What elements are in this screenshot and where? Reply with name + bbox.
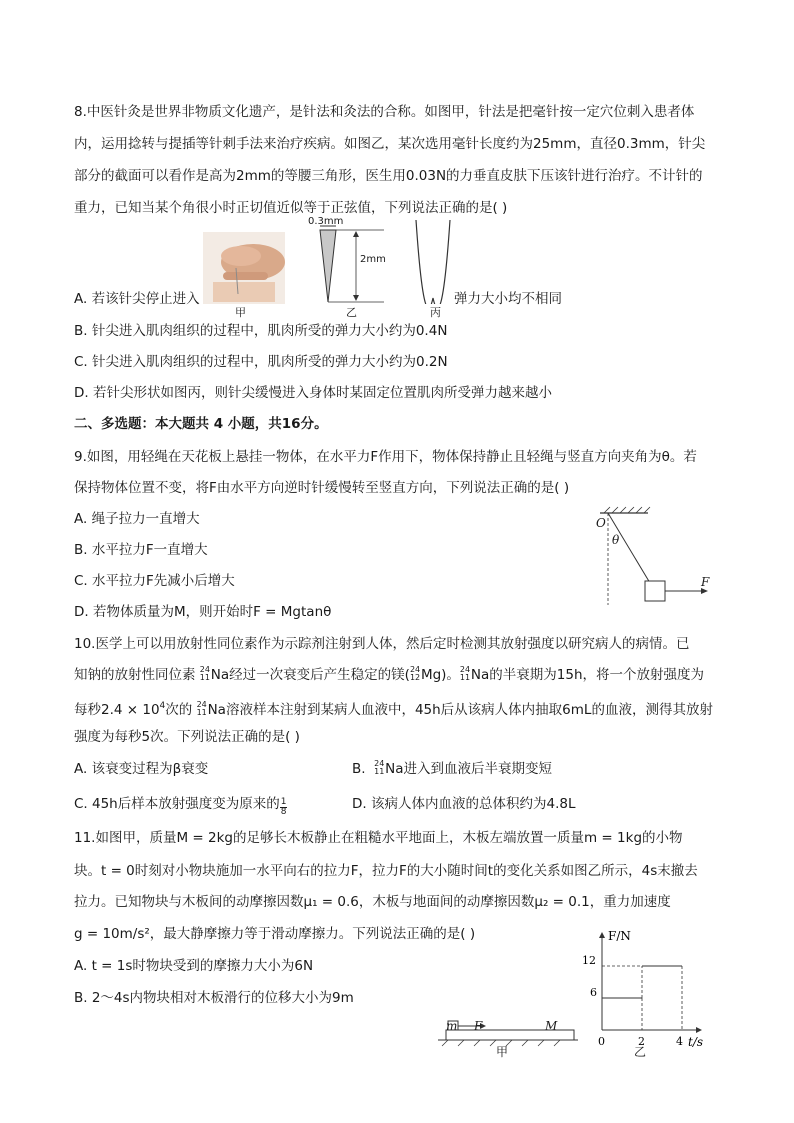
parabolic-needle-diagram: [412, 218, 454, 304]
q9-option-c: C. 水平拉力F先减小后增大: [74, 573, 235, 589]
x-axis-arrow: [696, 1027, 702, 1033]
x-axis-label: t/s: [688, 1035, 704, 1049]
q10-line-2-start: 知钠的放射性同位素: [74, 667, 200, 683]
fig-yi-caption-q11: 乙: [634, 1045, 647, 1059]
q10-line-3-start: 每秒2.4 × 10: [74, 702, 160, 718]
q8-option-a: A. 若该针尖停止进入: [74, 291, 200, 307]
q10-option-b: [352, 759, 552, 779]
fig-jia-caption: 甲: [235, 306, 246, 319]
q10-option-c: [74, 794, 287, 817]
q11-line-3: 拉力。已知物块与木板间的动摩擦因数μ₁ = 0.6，木板与地面间的动摩擦因数μ₂ = 0.1，重力加速度: [74, 894, 671, 910]
q8-option-b: B. 针尖进入肌肉组织的过程中，肌肉所受的弹力大小约为0.4N: [74, 323, 448, 339]
q9-line-2: 保持物体位置不变，将F由水平方向逆时针缓慢转至竖直方向，下列说法正确的是( ): [74, 480, 570, 496]
fraction-denominator: 8: [280, 807, 287, 817]
fraction-numerator: 1: [280, 797, 287, 807]
q10-option-d: D. 该病人体内血液的总体积约为4.8L: [352, 796, 576, 812]
force-time-graph: [580, 928, 710, 1058]
q8-line-2: 内，运用捻转与提插等针刺手法来治疗疾病。如图乙，某次选用毫针长度约为25mm，直径0.3mm，针尖: [74, 136, 706, 152]
q10-option-c-text: C. 45h后样本放射强度变为原来的: [74, 796, 280, 812]
pivot-o-label: O: [596, 516, 606, 530]
q10-option-b-letter: B.: [352, 761, 366, 777]
x-tick-0: 0: [598, 1035, 605, 1048]
q10-line-3-end: Na溶液样本注射到某病人血液中，45h后从该病人体内抽取6mL的血液，测得其放射: [207, 702, 713, 718]
y-tick-6: 6: [590, 986, 597, 999]
q10-line-2: [74, 665, 704, 685]
fig-jia-caption-q11: 甲: [496, 1045, 509, 1059]
q10-line-3-mid: 次的: [165, 702, 197, 718]
q11-line-1: 11.如图甲，质量M = 2kg的足够长木板静止在粗糙水平地面上，木板左端放置一质量m = 1kg的小物: [74, 830, 683, 846]
q11-line-2: 块。t = 0时刻对小物块施加一水平向右的拉力F，拉力F的大小随时间t的变化关系如图乙所示，4s末撤去: [74, 863, 698, 879]
na-atomic-number-2: 11: [459, 673, 471, 682]
hanging-mass-diagram: [590, 505, 720, 609]
q10-line-4: 强度为每秒5次。下列说法正确的是( ): [74, 729, 300, 745]
q9-option-a: A. 绳子拉力一直增大: [74, 511, 200, 527]
block-m-label: m: [446, 1019, 458, 1033]
q11-option-b: B. 2～4s内物块相对木板滑行的位移大小为9m: [74, 990, 354, 1006]
na-nuclide: [200, 666, 211, 682]
exponent: 4: [159, 701, 166, 711]
y-tick-12: 12: [582, 954, 596, 967]
q10-option-b-text: Na进入到血液后半衰期变短: [385, 761, 553, 777]
na-atomic-number-3: 11: [196, 708, 207, 717]
q8-option-a-end: 弹力大小均不相同: [454, 291, 562, 307]
q10-line-1: 10.医学上可以用放射性同位素作为示踪剂注射到人体，然后定时检测其放射强度以研究病人的病情。已: [74, 636, 690, 652]
q10-line-3: [74, 696, 713, 720]
q11-line-4: g = 10m/s²，最大静摩擦力等于滑动摩擦力。下列说法正确的是( ): [74, 926, 476, 942]
na-nuclide-2: [460, 666, 471, 682]
mg-atomic-number: 12: [409, 673, 421, 682]
na-atomic-number-4: 11: [374, 767, 385, 776]
q8-line-1: 8.中医针灸是世界非物质文化遗产，是针法和灸法的合称。如图甲，针法是把毫针按一定穴位刺入患者体: [74, 104, 695, 120]
one-eighth-fraction: [280, 798, 288, 817]
x-tick-2: 2: [638, 1035, 645, 1048]
na-mass-number-4: 24: [374, 759, 385, 768]
x-tick-4: 4: [676, 1035, 683, 1048]
theta-label: θ: [612, 533, 620, 547]
q8-line-3: 部分的截面可以看作是高为2mm的等腰三角形，医生用0.03N的力垂直皮肤下压该针进行治疗。不计针的: [74, 168, 703, 184]
na-atomic-number: 11: [199, 673, 210, 682]
q10-option-a: A. 该衰变过程为β衰变: [74, 761, 209, 777]
q8-option-d: D. 若针尖形状如图丙，则针尖缓慢进入身体时某固定位置肌肉所受弹力越来越小: [74, 385, 552, 401]
fig-bing-caption: 丙: [430, 306, 441, 319]
mg-mass-number: 24: [409, 665, 421, 674]
q11-option-a: A. t = 1s时物块受到的摩擦力大小为6N: [74, 958, 314, 974]
section-heading: 二、多选题：本大题共 4 小题，共16分。: [74, 416, 328, 432]
q9-line-1: 9.如图，用轻绳在天花板上悬挂一物体，在水平力F作用下，物体保持静止且轻绳与竖直方向夹角为θ。若: [74, 449, 697, 465]
mg-nuclide: [410, 666, 421, 682]
q10-line-2-mid2: Mg)。: [420, 667, 460, 683]
y-axis-label: F/N: [608, 929, 631, 943]
q10-line-2-mid: Na经过一次衰变后产生稳定的镁(: [210, 667, 410, 683]
acupuncture-hand-photo: [203, 232, 285, 304]
needle-height-label: 2mm: [360, 254, 386, 265]
na-mass-number: 24: [199, 665, 210, 674]
q9-option-d: D. 若物体质量为M，则开始时F = Mgtanθ: [74, 604, 332, 620]
fig-yi-caption: 乙: [346, 306, 357, 319]
na-nuclide-3: [197, 701, 208, 717]
board-m-label: M: [545, 1019, 558, 1033]
q8-option-c: C. 针尖进入肌肉组织的过程中，肌肉所受的弹力大小约为0.2N: [74, 354, 448, 370]
na-nuclide-4: [374, 760, 385, 776]
na-mass-number-3: 24: [196, 700, 207, 709]
q8-line-4: 重力，已知当某个角很小时正切值近似等于正弦值，下列说法正确的是( ): [74, 200, 508, 216]
needle-width-label: 0.3mm: [308, 216, 344, 227]
na-mass-number-2: 24: [459, 665, 471, 674]
pull-f-label: F: [474, 1019, 483, 1033]
y-axis-arrow: [599, 932, 605, 938]
force-f-label: F: [701, 575, 710, 589]
q9-option-b: B. 水平拉力F一直增大: [74, 542, 208, 558]
q10-line-2-end: Na的半衰期为15h，将一个放射强度为: [470, 667, 705, 683]
